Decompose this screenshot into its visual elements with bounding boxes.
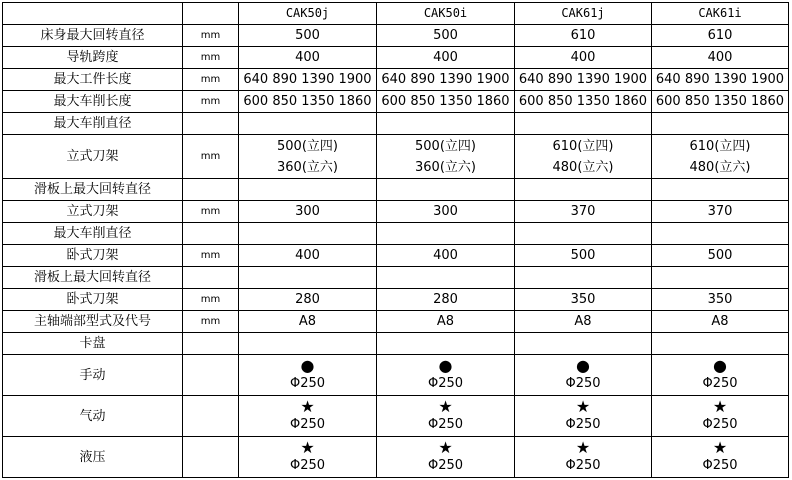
table-row [3, 113, 789, 135]
value-line: 500(立四) [277, 138, 338, 154]
value-cell [239, 135, 377, 179]
value-cell: 600 850 1350 1860 [652, 91, 789, 113]
unit-cell: mm [183, 69, 239, 91]
empty-cell [377, 113, 515, 135]
row-label: 液压 [3, 437, 183, 478]
empty-cell [652, 113, 789, 135]
value-cell [377, 437, 515, 478]
value-cell: 640 890 1390 1900 [652, 69, 789, 91]
value-cell: A8 [652, 311, 789, 333]
value-cell: 610 [515, 25, 652, 47]
empty-cell [652, 223, 789, 245]
value-cell [652, 135, 789, 179]
chuck-diameter: Φ250 [289, 458, 326, 473]
row-label: 最大车削直径 [3, 113, 183, 135]
value-cell [377, 396, 515, 437]
value-cell: 640 890 1390 1900 [377, 69, 515, 91]
star-icon: ★ [300, 397, 315, 416]
empty-cell [239, 113, 377, 135]
table-row [3, 311, 789, 333]
chuck-diameter: Φ250 [289, 376, 326, 391]
unit-cell: mm [183, 135, 239, 179]
empty-cell [652, 267, 789, 289]
value-line: 610(立四) [552, 138, 614, 154]
row-label: 最大车削长度 [3, 91, 183, 113]
value-cell: 500 [652, 245, 789, 267]
unit-cell: mm [183, 47, 239, 69]
unit-cell: mm [183, 311, 239, 333]
table-row [3, 69, 789, 91]
star-icon: ★ [712, 438, 728, 457]
empty-cell [515, 267, 652, 289]
value-cell: 400 [515, 47, 652, 69]
value-cell: 370 [515, 201, 652, 223]
chuck-diameter: Φ250 [702, 458, 738, 473]
value-cell [239, 355, 377, 396]
header-blank-cell [3, 3, 183, 25]
row-label: 手动 [3, 355, 183, 396]
value-cell: 370 [652, 201, 789, 223]
row-label: 滑板上最大回转直径 [3, 267, 183, 289]
empty-cell [183, 333, 239, 355]
value-cell: 640 890 1390 1900 [239, 69, 377, 91]
filled-circle-icon: ● [300, 356, 315, 375]
empty-cell [377, 333, 515, 355]
value-cell [652, 437, 789, 478]
value-cell: 300 [239, 201, 377, 223]
star-icon: ★ [438, 438, 453, 457]
empty-cell [239, 179, 377, 201]
chuck-diameter: Φ250 [565, 417, 601, 432]
value-cell [515, 396, 652, 437]
column-header: CAK61i [652, 3, 789, 25]
value-cell [515, 437, 652, 478]
empty-cell [515, 333, 652, 355]
row-label: 卡盘 [3, 333, 183, 355]
empty-cell [239, 223, 377, 245]
table-row [3, 437, 789, 478]
row-label: 导轨跨度 [3, 47, 183, 69]
empty-cell [515, 113, 652, 135]
row-label: 最大工件长度 [3, 69, 183, 91]
filled-circle-icon: ● [576, 356, 590, 375]
chuck-diameter: Φ250 [702, 417, 738, 432]
row-label: 气动 [3, 396, 183, 437]
row-label: 床身最大回转直径 [3, 25, 183, 47]
value-cell: 640 890 1390 1900 [515, 69, 652, 91]
value-cell [377, 355, 515, 396]
star-icon: ★ [575, 397, 591, 416]
empty-cell [377, 223, 515, 245]
chuck-diameter: Φ250 [427, 417, 464, 432]
value-cell: A8 [515, 311, 652, 333]
row-label: 主轴端部型式及代号 [3, 311, 183, 333]
empty-cell [652, 333, 789, 355]
empty-cell [183, 437, 239, 478]
row-label: 立式刀架 [3, 201, 183, 223]
table-row [3, 289, 789, 311]
value-cell: A8 [239, 311, 377, 333]
value-cell [239, 396, 377, 437]
star-icon: ★ [300, 438, 315, 457]
star-icon: ★ [575, 438, 591, 457]
chuck-diameter: Φ250 [565, 376, 601, 391]
value-cell: 350 [652, 289, 789, 311]
row-label: 滑板上最大回转直径 [3, 179, 183, 201]
chuck-diameter: Φ250 [289, 417, 326, 432]
header-unit-blank-cell [183, 3, 239, 25]
filled-circle-icon: ● [438, 356, 453, 375]
table-row [3, 245, 789, 267]
value-cell: 610 [652, 25, 789, 47]
value-line: 500(立四) [415, 138, 476, 154]
value-cell: 300 [377, 201, 515, 223]
unit-cell: mm [183, 245, 239, 267]
value-cell: 600 850 1350 1860 [239, 91, 377, 113]
unit-cell: mm [183, 91, 239, 113]
value-cell: 600 850 1350 1860 [377, 91, 515, 113]
chuck-diameter: Φ250 [427, 376, 464, 391]
table-row [3, 47, 789, 69]
table-row [3, 25, 789, 47]
table-row [3, 223, 789, 245]
empty-cell [377, 179, 515, 201]
value-cell: 400 [239, 47, 377, 69]
empty-cell [183, 179, 239, 201]
value-cell: 280 [239, 289, 377, 311]
value-line: 360(立六) [277, 159, 338, 175]
empty-cell [183, 267, 239, 289]
row-label: 卧式刀架 [3, 289, 183, 311]
empty-cell [239, 267, 377, 289]
value-cell: 400 [377, 47, 515, 69]
value-cell: 500 [515, 245, 652, 267]
unit-cell: mm [183, 289, 239, 311]
chuck-diameter: Φ250 [565, 458, 601, 473]
value-cell: 400 [377, 245, 515, 267]
table-row [3, 396, 789, 437]
table-row [3, 333, 789, 355]
value-cell: 500 [239, 25, 377, 47]
empty-cell [239, 333, 377, 355]
table-row [3, 135, 789, 179]
value-cell: 600 850 1350 1860 [515, 91, 652, 113]
chuck-diameter: Φ250 [702, 376, 738, 391]
value-cell [239, 437, 377, 478]
empty-cell [377, 267, 515, 289]
value-cell [515, 135, 652, 179]
empty-cell [183, 355, 239, 396]
empty-cell [183, 223, 239, 245]
value-cell: 350 [515, 289, 652, 311]
value-cell [652, 355, 789, 396]
value-cell: 280 [377, 289, 515, 311]
empty-cell [515, 179, 652, 201]
value-cell: 500 [377, 25, 515, 47]
value-cell: 400 [652, 47, 789, 69]
spec-table [2, 2, 789, 478]
empty-cell [652, 179, 789, 201]
table-row [3, 201, 789, 223]
unit-cell: mm [183, 201, 239, 223]
empty-cell [515, 223, 652, 245]
star-icon: ★ [712, 397, 728, 416]
row-label: 最大车削直径 [3, 223, 183, 245]
value-cell [652, 396, 789, 437]
star-icon: ★ [438, 397, 453, 416]
filled-circle-icon: ● [713, 356, 727, 375]
value-cell: A8 [377, 311, 515, 333]
value-line: 360(立六) [415, 159, 476, 175]
chuck-diameter: Φ250 [427, 458, 464, 473]
column-header: CAK50i [377, 3, 515, 25]
table-row [3, 355, 789, 396]
empty-cell [183, 396, 239, 437]
column-header: CAK61j [515, 3, 652, 25]
value-line: 480(立六) [689, 159, 751, 175]
row-label: 卧式刀架 [3, 245, 183, 267]
value-line: 480(立六) [552, 159, 614, 175]
value-line: 610(立四) [689, 138, 751, 154]
empty-cell [183, 113, 239, 135]
value-cell [515, 355, 652, 396]
table-row [3, 91, 789, 113]
table-row [3, 179, 789, 201]
column-header: CAK50j [239, 3, 377, 25]
header-row [3, 3, 789, 25]
value-cell: 400 [239, 245, 377, 267]
unit-cell: mm [183, 25, 239, 47]
value-cell [377, 135, 515, 179]
table-row [3, 267, 789, 289]
row-label: 立式刀架 [3, 135, 183, 179]
